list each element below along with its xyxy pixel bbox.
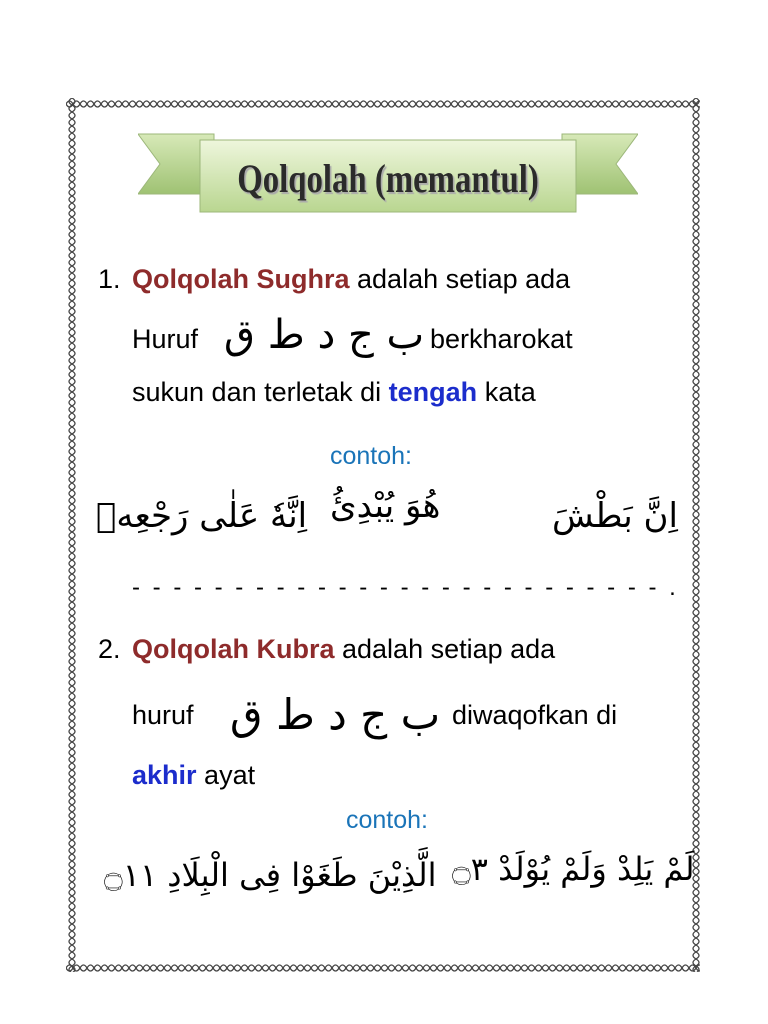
section1-line3-start: sukun dan terletak di [132,377,389,407]
section2-example-label: contoh: [346,806,429,834]
section1-line3-end: kata [477,377,536,407]
section1-letters: ب ج د ط ق [224,312,425,358]
section2-line2-start: huruf [132,700,194,730]
section1-line2-start: Huruf [132,324,199,354]
section2-letters: ب ج د ط ق [230,690,441,739]
section2-line3-end: ayat [196,760,256,790]
section1-example-3: اِنَّ بَطْشَ [552,496,678,536]
section2-example-2: لَمْ يَلِدْ وَلَمْ يُوْلَدْ ۝٣ [452,850,695,888]
section2-number: 2. [98,634,121,664]
page-title: Qolqolah (memantul) [237,155,539,201]
section1-highlight: tengah [388,377,478,407]
section2-line1 [132,634,555,665]
section2-highlight: akhir [132,760,197,790]
section1-term: Qolqolah Sughra [132,264,350,294]
section1-line1-rest: adalah setiap ada [349,264,571,294]
section1-example-1: اِنَّهٗ عَلٰى رَجْعِهٖ [96,496,308,536]
section1-example-label: contoh: [330,442,413,470]
section2-line3 [132,760,255,791]
section2-line1-rest: adalah setiap ada [334,634,556,664]
section1-number: 1. [98,264,121,294]
section1-line3 [132,377,536,408]
section1-example-2: هُوَ يُبْدِئُ [330,486,441,526]
section1-line2-end: berkharokat [430,324,573,354]
separator: - - - - - - - - - - - - - - - - - - - - - - - - - - . [132,574,679,601]
section1-line1 [132,264,570,295]
section2-term: Qolqolah Kubra [132,634,335,664]
section2-example-1: الَّذِيْنَ طَغَوْا فِى الْبِلَادِ ۝١١ [104,856,437,894]
section2-line2-end: diwaqofkan di [452,700,618,730]
